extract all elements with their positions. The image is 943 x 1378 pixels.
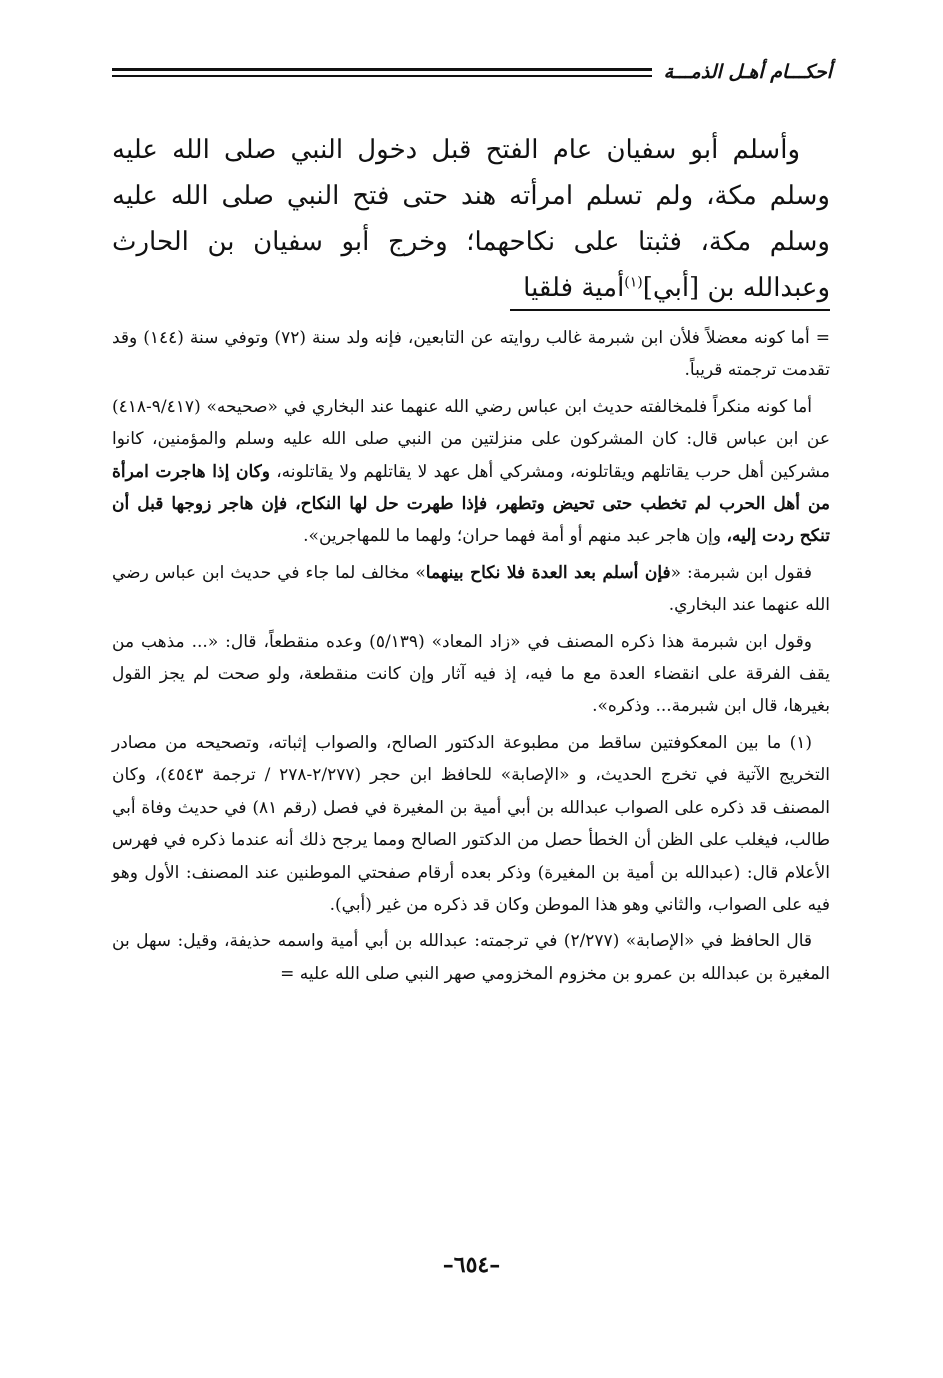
footnote-paragraph-zad-almaad: وقول ابن شبرمة هذا ذكره المصنف في «زاد المعاد» (٥/١٣٩) وعده منقطعاً، قال: «... مذهب من يقف الفرقة على انقضاء العدة مع ما فيه، إذ فيه آثار وإن كانت منقطعة، ولو صحت لم يجز القول بغيرها، قال ابن شبرمة... وذكره». [112, 631, 830, 717]
page-number: –٦٥٤– [442, 1252, 501, 1278]
footnote-text: وإن هاجر عبد منهم أو أمة فهما حران؛ ولهما ما للمهاجرين». [303, 526, 722, 547]
main-text [112, 127, 830, 311]
main-paragraph [112, 127, 830, 311]
header-double-rule [112, 68, 652, 81]
footnotes [112, 322, 830, 994]
header-rule-thin [112, 75, 652, 77]
footnote-paragraph-isaba: قال الحافظ في «الإصابة» (٢/٢٧٧) في ترجمته: عبدالله بن أبي أمية واسمه حذيفة، وقيل: سهل بن المغيرة بن عبدالله بن عمرو بن مخزوم المخزومي صهر النبي صلى الله عليه = [112, 931, 830, 984]
footnote-text: » مخالف لما جاء في حديث ابن عباس رضي الله عنهما عند البخاري. [112, 562, 830, 616]
footnote-bold-quote: وكان إذا هاجرت امرأة من أهل الحرب لم تخطب حتى تحيض وتطهر، فإذا طهرت حل لها النكاح، فإن هاجر زوجها قبل أن تنكح ردت إليه، [112, 461, 830, 547]
footnote-bold-quote: فإن أسلم بعد العدة فلا نكاح بينهما [425, 562, 671, 583]
footnote-1: (١) ما بين المعكوفتين ساقط من مطبوعة الدكتور الصالح، والصواب إثباته، وتصحيحه من مصادر التخريج الآتية في تخرج الحديث، و «الإصابة» للحافظ ابن حجر (٢/٢٧٧-٢٧٨ / ترجمة ٤٥٤٣)، وكان المصنف قد ذكره على الصواب عبدالله بن أبي أمية بن المغيرة في فصل (رقم ٨١) في حديث وفاة أبي طالب، فيغلب على الظن أن الخطأ حصل من الدكتور الصالح ومما يرجح ذلك أنه عندما ذكره في فهرس الأعلام قال: (عبدالله بن أمية بن المغيرة) وذكر بعده أرقام صفحتي الموطنين عند المصنف: الأول وهو فيه على الصواب، والثاني وهو هذا الموطن وكان قد ذكره من غير (أبي). [112, 732, 830, 915]
footnote-continuation: = أما كونه معضلاً فلأن ابن شبرمة غالب روايته عن التابعين، فإنه ولد سنة (٧٢) وتوفي سنة (١٤٤) وقد تقدمت ترجمته قريباً. [112, 328, 830, 381]
main-paragraph-before: وأسلم أبو سفيان عام الفتح قبل دخول النبي صلى الله عليه وسلم مكة، ولم تسلم امرأته هند حتى فتح النبي صلى الله عليه وسلم مكة، فثبتا على نكاحهما؛ وخرج أبو سفيان بن الحارث وعبدالله بن [أبي] [112, 135, 830, 303]
footnote-paragraph-ibn-shubruma [112, 557, 830, 622]
footnote-separator [510, 309, 830, 311]
main-paragraph-after: أمية فلقيا [523, 273, 625, 303]
footnote-reference[interactable]: (١) [624, 274, 643, 291]
footnote-text: أما كونه منكراً فلمخالفته حديث ابن عباس رضي الله عنهما عند البخاري في «صحيحه» (٩/٤١٧-٤١٨) عن ابن عباس قال: كان المشركون على منزلتين من النبي صلى الله عليه وسلم والمؤمنين، كانوا مشركين أهل حرب يقاتلهم ويقاتلونه، ومشركي أهل عهد لا يقاتلهم ولا يقاتلونه، [112, 396, 830, 482]
book-title: أحكـــام أهـل الذمـــة [663, 61, 832, 83]
footnote-text: فقول ابن شبرمة: « [670, 562, 812, 583]
header-rule-thick [112, 68, 652, 71]
footnote-paragraph-bukhari [112, 391, 830, 553]
running-header [112, 58, 832, 96]
